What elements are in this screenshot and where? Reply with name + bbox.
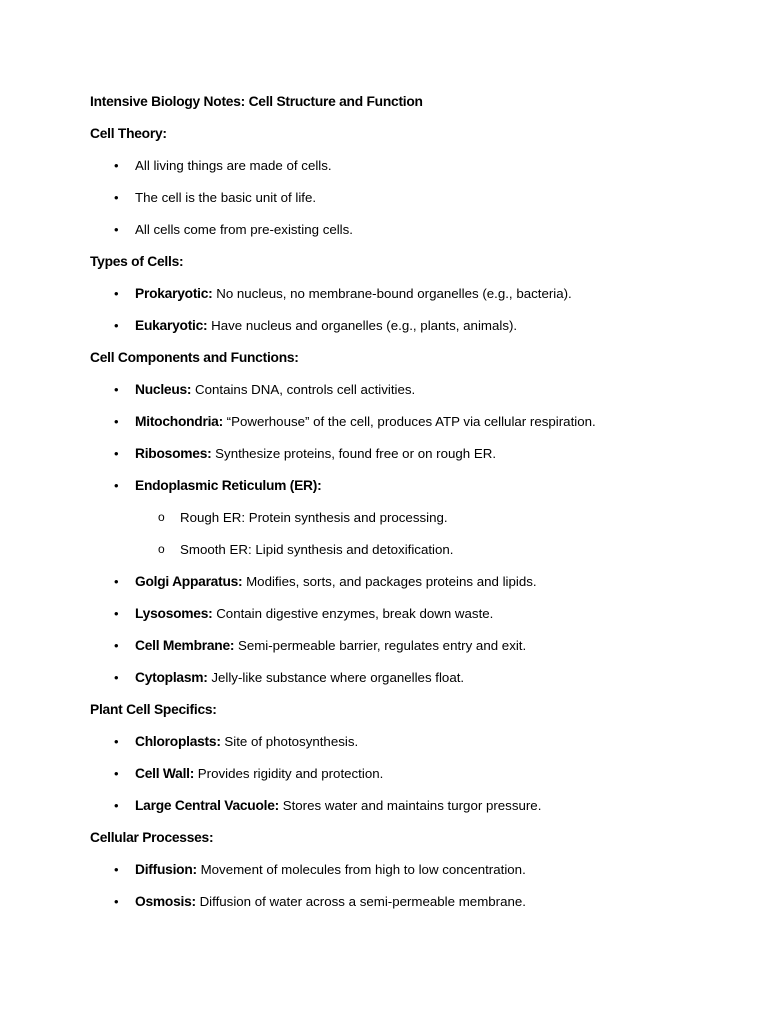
list-item-text: Have nucleus and organelles (e.g., plants, animals).	[211, 318, 518, 333]
sub-bullet-icon: o	[158, 542, 165, 556]
list-item-text: All living things are made of cells.	[135, 158, 332, 173]
list-item-term: Endoplasmic Reticulum (ER):	[135, 478, 322, 493]
list-item-text: Modifies, sorts, and packages proteins and lipids.	[246, 574, 537, 589]
section-heading-plant-cell: Plant Cell Specifics:	[90, 702, 217, 717]
list-item	[90, 894, 730, 926]
list-item	[90, 446, 730, 478]
list-item-term: Nucleus:	[135, 382, 192, 397]
list-item-term: Mitochondria:	[135, 414, 223, 429]
document-page	[90, 94, 730, 926]
list-item-text: No nucleus, no membrane-bound organelles (e.g., bacteria).	[216, 286, 572, 301]
bullet-icon: •	[114, 862, 119, 877]
bullet-icon: •	[114, 638, 119, 653]
bullet-icon: •	[114, 318, 119, 333]
list-item-term: Osmosis:	[135, 894, 196, 909]
bullet-icon: •	[114, 894, 119, 909]
section-heading-cell-components: Cell Components and Functions:	[90, 350, 299, 365]
list-item-text: Site of photosynthesis.	[224, 734, 359, 749]
list-item-text: Contains DNA, controls cell activities.	[194, 382, 416, 397]
list-item-text: All cells come from pre-existing cells.	[135, 222, 353, 237]
list-item-term: Cell Wall:	[135, 766, 195, 781]
section-heading-cell-theory: Cell Theory:	[90, 126, 167, 141]
list-item-term: Lysosomes:	[135, 606, 213, 621]
bullet-icon: •	[114, 766, 119, 781]
bullet-icon: •	[114, 414, 119, 429]
list-item-term: Cytoplasm:	[135, 670, 208, 685]
list-item-term: Ribosomes:	[135, 446, 212, 461]
list-item	[90, 286, 730, 318]
list-item-text: “Powerhouse” of the cell, produces ATP via cellular respiration.	[226, 414, 596, 429]
list-item-term: Golgi Apparatus:	[135, 574, 243, 589]
bullet-icon: •	[114, 286, 119, 301]
list-item	[90, 574, 730, 606]
list-item	[90, 318, 730, 350]
sub-list-item-text: Rough ER: Protein synthesis and processing.	[180, 510, 448, 525]
list-item	[90, 638, 730, 670]
section-heading-types-of-cells: Types of Cells:	[90, 254, 184, 269]
sub-list-item-text: Smooth ER: Lipid synthesis and detoxification.	[180, 542, 454, 557]
section-heading-cellular-processes: Cellular Processes:	[90, 830, 214, 845]
sub-list-item	[90, 510, 730, 542]
bullet-icon: •	[114, 478, 119, 493]
list-item	[90, 798, 730, 830]
list-item	[90, 478, 730, 510]
list-item-text: The cell is the basic unit of life.	[135, 190, 317, 205]
list-item	[90, 222, 730, 254]
list-item-term: Cell Membrane:	[135, 638, 235, 653]
list-item-text: Contain digestive enzymes, break down waste.	[216, 606, 494, 621]
list-item	[90, 606, 730, 638]
list-item	[90, 734, 730, 766]
list-item-term: Chloroplasts:	[135, 734, 221, 749]
bullet-icon: •	[114, 606, 119, 621]
list-item-text: Jelly-like substance where organelles float.	[211, 670, 465, 685]
list-item-text: Movement of molecules from high to low concentration.	[200, 862, 526, 877]
document-title: Intensive Biology Notes: Cell Structure and Function	[90, 94, 423, 109]
list-item-text: Synthesize proteins, found free or on rough ER.	[215, 446, 497, 461]
list-item	[90, 382, 730, 414]
bullet-icon: •	[114, 670, 119, 685]
sub-list-item	[90, 542, 730, 574]
list-item-term: Eukaryotic:	[135, 318, 208, 333]
list-item-text: Provides rigidity and protection.	[197, 766, 384, 781]
bullet-icon: •	[114, 190, 119, 205]
bullet-icon: •	[114, 446, 119, 461]
list-item	[90, 766, 730, 798]
bullet-icon: •	[114, 222, 119, 237]
bullet-icon: •	[114, 158, 119, 173]
list-item	[90, 158, 730, 190]
bullet-icon: •	[114, 798, 119, 813]
list-item-text: Diffusion of water across a semi-permeable membrane.	[199, 894, 526, 909]
bullet-icon: •	[114, 382, 119, 397]
list-item-term: Prokaryotic:	[135, 286, 213, 301]
list-item-term: Diffusion:	[135, 862, 197, 877]
list-item-text: Semi-permeable barrier, regulates entry and exit.	[237, 638, 527, 653]
list-item	[90, 862, 730, 894]
list-item-term: Large Central Vacuole:	[135, 798, 280, 813]
bullet-icon: •	[114, 574, 119, 589]
list-item	[90, 670, 730, 702]
sub-bullet-icon: o	[158, 510, 165, 524]
bullet-icon: •	[114, 734, 119, 749]
list-item-text: Stores water and maintains turgor pressure.	[282, 798, 542, 813]
list-item	[90, 190, 730, 222]
list-item	[90, 414, 730, 446]
